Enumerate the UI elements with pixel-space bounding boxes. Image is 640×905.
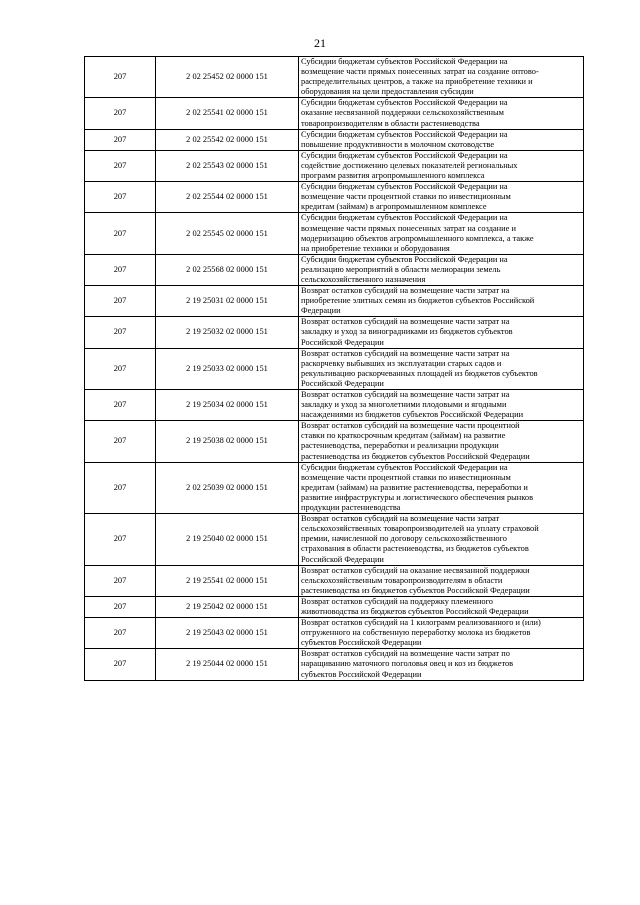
revenue-name-cell <box>299 150 584 181</box>
table-row <box>85 57 584 98</box>
table-row <box>85 348 584 389</box>
budget-classification-table <box>84 56 584 681</box>
budget-code-cell: 2 19 25033 02 0000 151 <box>156 348 299 389</box>
table-row <box>85 618 584 649</box>
revenue-name-line: оказание несвязанной поддержки сельскохозяйственным <box>301 108 504 118</box>
budget-code-cell: 2 02 25542 02 0000 151 <box>156 129 299 150</box>
admin-code-cell: 207 <box>85 98 156 129</box>
table-row <box>85 213 584 254</box>
table-row <box>85 514 584 565</box>
revenue-name-cell <box>299 254 584 285</box>
revenue-name-line: приобретение элитных семян из бюджетов субъектов Российской <box>301 296 535 306</box>
admin-code-cell: 207 <box>85 462 156 513</box>
revenue-name-line: Российской Федерации <box>301 554 384 564</box>
admin-code-cell: 207 <box>85 596 156 617</box>
table-row <box>85 98 584 129</box>
revenue-name-line: оборудования на цели предоставления субсидии <box>301 87 474 97</box>
admin-code-cell: 207 <box>85 421 156 462</box>
revenue-name-cell <box>299 348 584 389</box>
revenue-name-line: закладку и уход за многолетними плодовыми и ягодными <box>301 400 507 410</box>
budget-code-cell: 2 19 25541 02 0000 151 <box>156 565 299 596</box>
revenue-name-line: премии, начисленной по договору сельскохозяйственного <box>301 534 507 544</box>
revenue-name-line: Возврат остатков субсидий на оказание несвязанной поддержки <box>301 565 530 575</box>
revenue-name-cell <box>299 514 584 565</box>
budget-code-cell: 2 02 25544 02 0000 151 <box>156 182 299 213</box>
revenue-name-cell <box>299 618 584 649</box>
revenue-name-line: отгруженного на собственную переработку молока из бюджетов <box>301 628 531 638</box>
table-row <box>85 129 584 150</box>
page-number: 21 <box>314 36 326 50</box>
revenue-name-cell <box>299 57 584 98</box>
admin-code-cell: 207 <box>85 182 156 213</box>
table-row <box>85 150 584 181</box>
revenue-name-line: сельскохозяйственным товаропроизводителям в области <box>301 575 503 585</box>
revenue-name-line: субъектов Российской Федерации <box>301 638 422 648</box>
revenue-name-line: Субсидии бюджетам субъектов Российской Федерации на <box>301 129 508 139</box>
admin-code-cell: 207 <box>85 565 156 596</box>
revenue-name-line: насаждениями из бюджетов субъектов Российской Федерации <box>301 410 524 420</box>
admin-code-cell: 207 <box>85 348 156 389</box>
revenue-name-line: сельскохозяйственных товаропроизводителей на уплату страховой <box>301 524 539 534</box>
revenue-name-line: содействие достижению целевых показателей региональных <box>301 160 518 170</box>
admin-code-cell: 207 <box>85 390 156 421</box>
revenue-name-line: реализацию мероприятий в области мелиорации земель <box>301 264 501 274</box>
revenue-name-line: продукции растениеводства <box>301 503 401 513</box>
revenue-name-cell <box>299 596 584 617</box>
table-row <box>85 649 584 680</box>
revenue-name-line: возмещение части прямых понесенных затрат на создание оптово- <box>301 67 539 77</box>
revenue-name-line: страхования в области растениеводства, из бюджетов субъектов <box>301 544 529 554</box>
table-row <box>85 286 584 317</box>
table-row <box>85 462 584 513</box>
revenue-name-line: Возврат остатков субсидий на возмещение части процентной <box>301 421 520 431</box>
revenue-name-cell <box>299 129 584 150</box>
admin-code-cell: 207 <box>85 286 156 317</box>
budget-code-cell: 2 19 25044 02 0000 151 <box>156 649 299 680</box>
revenue-name-line: растениеводства из бюджетов субъектов Российской Федерации <box>301 585 530 595</box>
table-row <box>85 596 584 617</box>
revenue-name-line: возмещение части прямых понесенных затрат на создание и <box>301 223 516 233</box>
budget-code-cell: 2 19 25032 02 0000 151 <box>156 317 299 348</box>
table-row <box>85 565 584 596</box>
admin-code-cell: 207 <box>85 514 156 565</box>
revenue-name-line: Субсидии бюджетам субъектов Российской Федерации на <box>301 57 508 66</box>
revenue-name-line: Возврат остатков субсидий на возмещение части затрат <box>301 514 500 524</box>
revenue-name-cell <box>299 182 584 213</box>
admin-code-cell: 207 <box>85 649 156 680</box>
revenue-name-cell <box>299 565 584 596</box>
revenue-name-line: товаропроизводителям в области растениеводства <box>301 118 480 128</box>
budget-code-cell: 2 02 25545 02 0000 151 <box>156 213 299 254</box>
budget-code-cell: 2 19 25040 02 0000 151 <box>156 514 299 565</box>
revenue-name-line: возмещение части процентной ставки по инвестиционным <box>301 472 511 482</box>
revenue-name-line: Субсидии бюджетам субъектов Российской Федерации на <box>301 150 508 160</box>
revenue-name-line: возмещение части процентной ставки по инвестиционным <box>301 192 511 202</box>
revenue-name-cell <box>299 421 584 462</box>
budget-code-cell: 2 02 25543 02 0000 151 <box>156 150 299 181</box>
revenue-name-line: модернизацию объектов агропромышленного комплекса, а также <box>301 233 534 243</box>
revenue-name-line: растениеводства, переработки и реализации продукции <box>301 441 499 451</box>
budget-code-cell: 2 19 25043 02 0000 151 <box>156 618 299 649</box>
budget-code-cell: 2 02 25452 02 0000 151 <box>156 57 299 98</box>
revenue-name-line: наращиванию маточного поголовья овец и коз из бюджетов <box>301 659 514 669</box>
revenue-name-line: Возврат остатков субсидий на возмещение части затрат на <box>301 348 510 358</box>
revenue-name-line: Федерации <box>301 306 341 316</box>
table-row <box>85 390 584 421</box>
revenue-name-line: Возврат остатков субсидий на возмещение части затрат на <box>301 317 510 327</box>
revenue-name-cell <box>299 98 584 129</box>
revenue-name-line: Возврат остатков субсидий на поддержку племенного <box>301 596 493 606</box>
revenue-name-line: Возврат остатков субсидий на возмещение части затрат на <box>301 390 510 399</box>
revenue-name-line: рекультивацию раскорчеванных площадей из бюджетов субъектов <box>301 368 538 378</box>
budget-code-cell: 2 19 25034 02 0000 151 <box>156 390 299 421</box>
revenue-name-line: сельскохозяйственного назначения <box>301 274 426 284</box>
revenue-name-line: Субсидии бюджетам субъектов Российской Федерации на <box>301 254 508 264</box>
budget-code-cell: 2 02 25541 02 0000 151 <box>156 98 299 129</box>
admin-code-cell: 207 <box>85 618 156 649</box>
table-row <box>85 421 584 462</box>
budget-code-cell: 2 02 25568 02 0000 151 <box>156 254 299 285</box>
budget-code-cell: 2 02 25039 02 0000 151 <box>156 462 299 513</box>
revenue-name-line: раскорчевку выбывших из эксплуатации старых садов и <box>301 358 502 368</box>
revenue-name-line: распределительных центров, а также на приобретение техники и <box>301 77 533 87</box>
revenue-name-cell <box>299 462 584 513</box>
revenue-name-line: на приобретение техники и оборудования <box>301 243 450 253</box>
table-row <box>85 182 584 213</box>
revenue-name-cell <box>299 286 584 317</box>
revenue-name-line: Возврат остатков субсидий на возмещение части затрат по <box>301 649 510 659</box>
revenue-name-cell <box>299 390 584 421</box>
revenue-name-line: Возврат остатков субсидий на 1 килограмм реализованного и (или) <box>301 618 541 628</box>
revenue-name-line: программ развития агропромышленного комплекса <box>301 171 485 181</box>
admin-code-cell: 207 <box>85 254 156 285</box>
revenue-name-line: кредитам (займам) в агропромышленном комплексе <box>301 202 487 212</box>
revenue-name-line: животноводства из бюджетов субъектов Российской Федерации <box>301 606 529 616</box>
revenue-name-line: Российской Федерации <box>301 337 384 347</box>
revenue-name-line: субъектов Российской Федерации <box>301 669 422 679</box>
admin-code-cell: 207 <box>85 213 156 254</box>
admin-code-cell: 207 <box>85 129 156 150</box>
revenue-name-line: кредитам (займам) на развитие растениеводства, переработки и <box>301 482 528 492</box>
budget-code-cell: 2 19 25038 02 0000 151 <box>156 421 299 462</box>
table-row <box>85 254 584 285</box>
revenue-name-line: Субсидии бюджетам субъектов Российской Федерации на <box>301 213 508 223</box>
admin-code-cell: 207 <box>85 317 156 348</box>
budget-code-cell: 2 19 25031 02 0000 151 <box>156 286 299 317</box>
revenue-name-line: Возврат остатков субсидий на возмещение части затрат на <box>301 286 510 296</box>
revenue-name-line: Субсидии бюджетам субъектов Российской Федерации на <box>301 182 508 192</box>
revenue-name-line: ставки по краткосрочным кредитам (займам) на развитие <box>301 431 506 441</box>
admin-code-cell: 207 <box>85 57 156 98</box>
revenue-name-line: повышение продуктивности в молочном скотоводстве <box>301 139 495 149</box>
revenue-name-line: закладку и уход за виноградниками из бюджетов субъектов <box>301 327 513 337</box>
budget-code-cell: 2 19 25042 02 0000 151 <box>156 596 299 617</box>
revenue-name-line: развитие инфраструктуры и логистического обеспечения рынков <box>301 492 534 502</box>
table-body <box>85 57 584 681</box>
revenue-name-line: растениеводства из бюджетов субъектов Российской Федерации <box>301 451 530 461</box>
revenue-name-cell <box>299 317 584 348</box>
revenue-name-line: Субсидии бюджетам субъектов Российской Федерации на <box>301 462 508 472</box>
table-row <box>85 317 584 348</box>
revenue-name-cell <box>299 213 584 254</box>
revenue-name-cell <box>299 649 584 680</box>
revenue-name-line: Субсидии бюджетам субъектов Российской Федерации на <box>301 98 508 108</box>
revenue-name-line: Российской Федерации <box>301 378 384 388</box>
admin-code-cell: 207 <box>85 150 156 181</box>
